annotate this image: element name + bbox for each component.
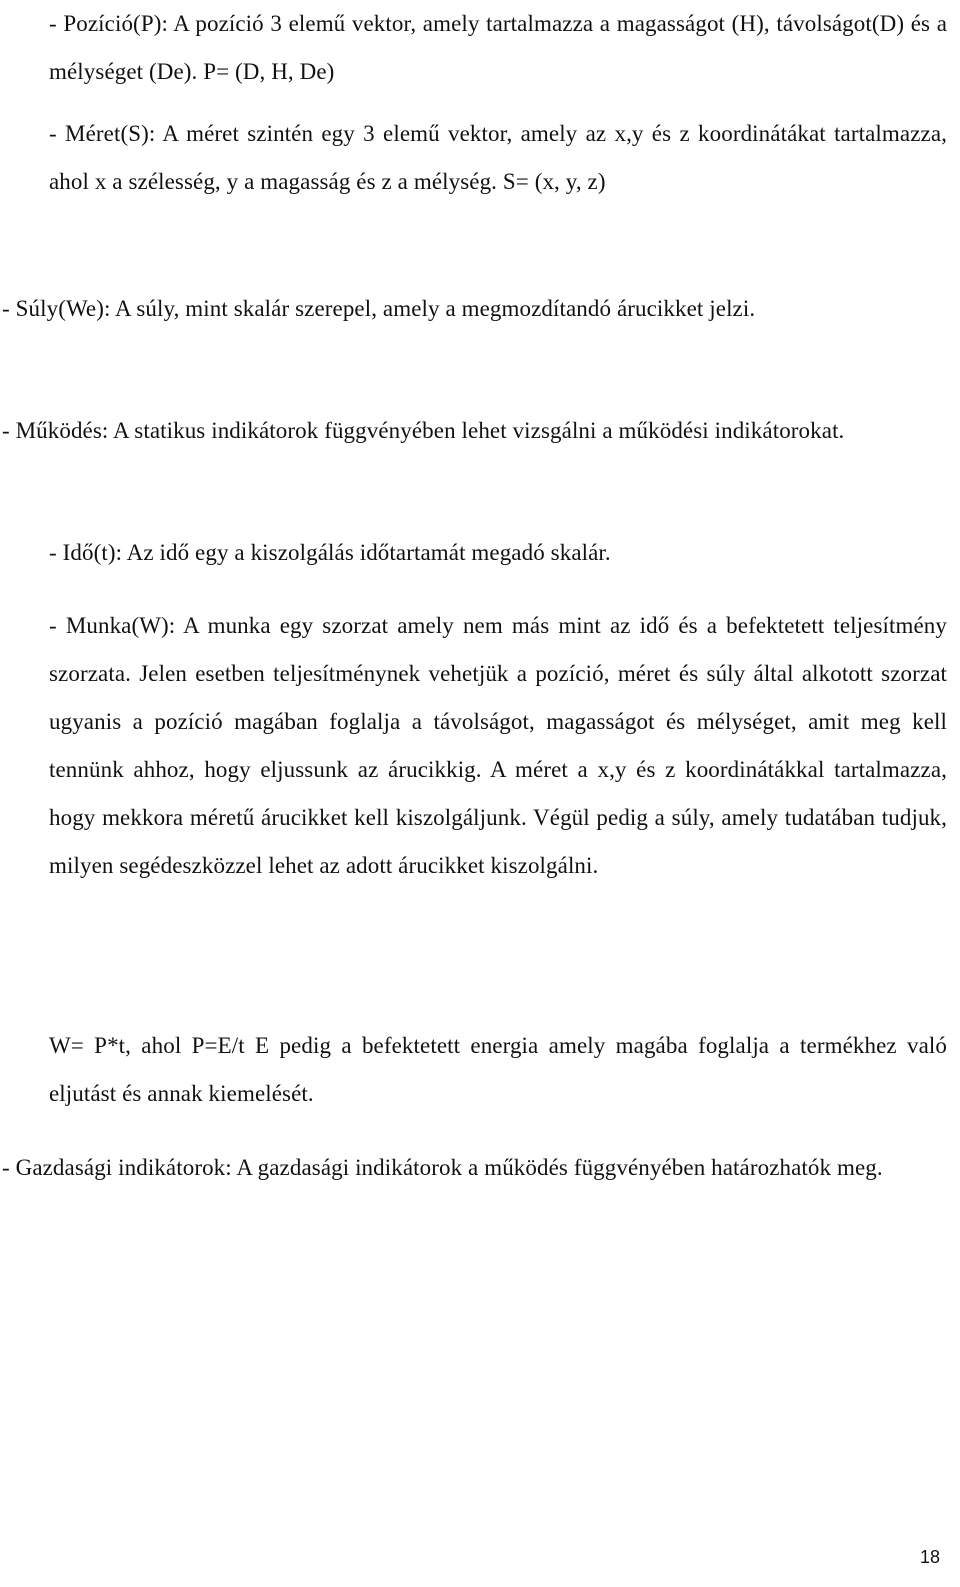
paragraph-weight: - Súly(We): A súly, mint skalár szerepel, amely a megmozdítandó árucikket jelzi. (2, 296, 756, 321)
paragraph-work-formula: W= P*t, ahol P=E/t E pedig a befektetett energia amely magába foglalja a termékhez való eljutást és annak kiemelését. (49, 1033, 947, 1106)
page-number: 18 (919, 1547, 940, 1567)
paragraph-economic-indicators: - Gazdasági indikátorok: A gazdasági indikátorok a működés függvényében határozhatók meg. (2, 1155, 883, 1180)
paragraph-operation: - Működés: A statikus indikátorok függvényében lehet vizsgálni a működési indikátorokat. (2, 418, 845, 443)
paragraph-work: - Munka(W): A munka egy szorzat amely nem más mint az idő és a befektetett teljesítmény szorzata. Jelen esetben teljesítménynek vehetjük a pozíció, méret és súly által alkotott szorzat ugyanis a pozíció magában foglalja a távolságot, magasságot és mélységet, amit meg kell tennünk ahhoz, hogy eljussunk az árucikkig. A méret a x,y és z koordinátákkal tartalmazza, hogy mekkora méretű árucikket kell kiszolgáljunk. Végül pedig a súly, amely tudatában tudjuk, milyen segédeszközzel lehet az adott árucikket kiszolgálni. (49, 613, 947, 878)
paragraph-size: - Méret(S): A méret szintén egy 3 elemű vektor, amely az x,y és z koordinátákat tartalmazza, ahol x a szélesség, y a magasság és z a mélység. S= (x, y, z) (49, 121, 947, 194)
paragraph-position: - Pozíció(P): A pozíció 3 elemű vektor, amely tartalmazza a magasságot (H), távolságot(D) és a mélységet (De). P= (D, H, De) (49, 11, 947, 84)
paragraph-time: - Idő(t): Az idő egy a kiszolgálás időtartamát megadó skalár. (49, 540, 611, 565)
